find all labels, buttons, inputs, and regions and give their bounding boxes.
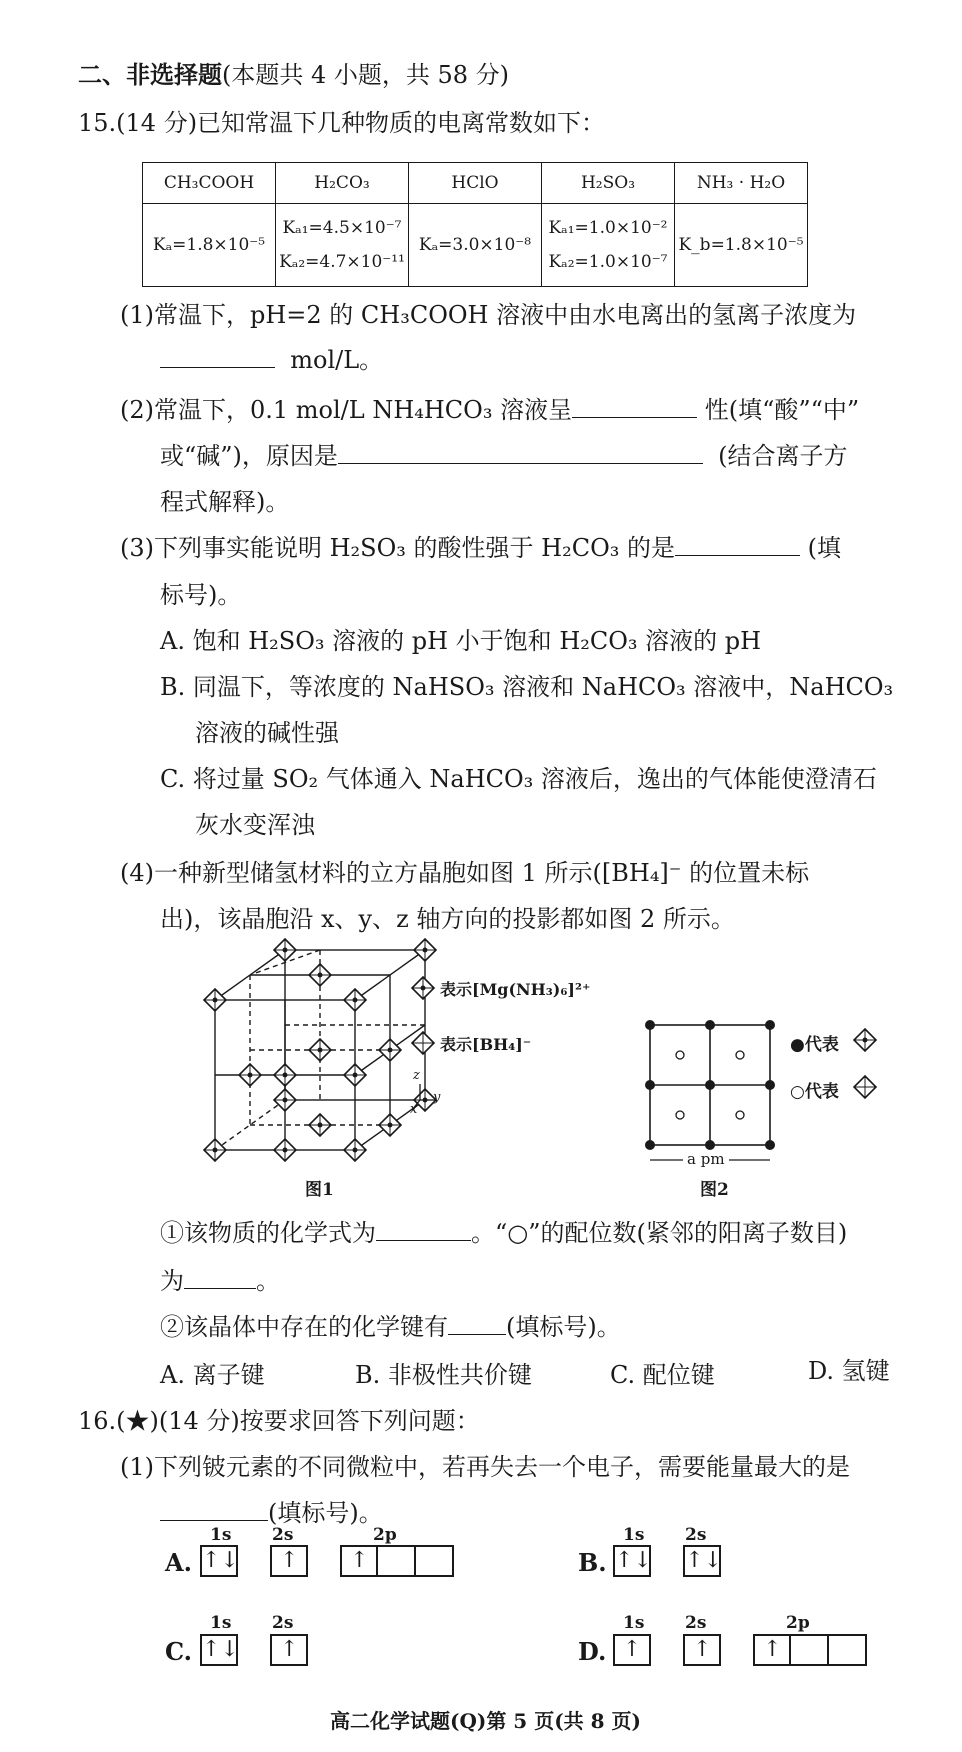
q15-part2-line3: 程式解释)。 bbox=[160, 488, 290, 516]
q15-part2-line1 bbox=[120, 395, 859, 425]
orbital-box: ↑ bbox=[613, 1634, 651, 1666]
orbital-option-c-label: C. bbox=[165, 1637, 193, 1666]
orbital-label-2s: 2s bbox=[685, 1525, 707, 1545]
orbital-option-b bbox=[613, 1545, 721, 1577]
constant-value: Kₐ₂=1.0×10⁻⁷ bbox=[548, 252, 668, 272]
orbital-box bbox=[416, 1545, 454, 1577]
orbital-label-2s: 2s bbox=[272, 1525, 294, 1545]
answer-blank[interactable] bbox=[160, 1498, 268, 1521]
option-c-line2: 灰水变浑浊 bbox=[195, 811, 315, 839]
table-value-row bbox=[143, 204, 808, 287]
orbital-label-2p: 2p bbox=[373, 1525, 397, 1545]
q15-part2-reason: 或“碱”)，原因是 bbox=[160, 442, 338, 470]
axis-x-label: x bbox=[410, 1102, 418, 1117]
option-b-line2: 溶液的碱性强 bbox=[195, 719, 339, 747]
table-cell bbox=[675, 204, 808, 287]
orbital-box bbox=[829, 1634, 867, 1666]
table-cell bbox=[276, 204, 409, 287]
q15-part4-line1: (4)一种新型储氢材料的立方晶胞如图 1 所示([BH₄]⁻ 的位置未标 bbox=[120, 859, 810, 887]
subq1-text4: 。 bbox=[256, 1267, 280, 1295]
figure1-caption: 图1 bbox=[305, 1180, 334, 1200]
option-a: A. 饱和 H₂SO₃ 溶液的 pH 小于饱和 H₂CO₃ 溶液的 pH bbox=[160, 627, 762, 655]
table-header-cell: HClO bbox=[409, 163, 542, 204]
answer-blank[interactable] bbox=[675, 533, 800, 556]
q15-part2-text: (2)常温下，0.1 mol/L NH₄HCO₃ 溶液呈 bbox=[120, 396, 573, 424]
subq1-text3: 为 bbox=[160, 1267, 184, 1295]
orbital-box: ↑↓ bbox=[683, 1545, 721, 1577]
q15-part2-line2 bbox=[160, 441, 848, 471]
fig2-legend-filled: ●代表 bbox=[790, 1035, 839, 1055]
q15-part3-line1 bbox=[120, 533, 841, 563]
q15-stem: 15.(14 分)已知常温下几种物质的电离常数如下： bbox=[78, 109, 606, 137]
bond-option-a: A. 离子键 bbox=[160, 1361, 265, 1389]
orbital-label-2s: 2s bbox=[272, 1613, 294, 1633]
table-header-cell: H₂SO₃ bbox=[542, 163, 675, 204]
legend-mg-icon bbox=[410, 975, 436, 1001]
table-header-cell: H₂CO₃ bbox=[276, 163, 409, 204]
constant-value: Kₐ=1.8×10⁻⁵ bbox=[152, 235, 266, 255]
answer-blank[interactable] bbox=[572, 395, 697, 418]
legend-mg-text: 表示[Mg(NH₃)₆]²⁺ bbox=[440, 980, 591, 999]
q15-part1-answer bbox=[160, 345, 383, 375]
fig2-legend-open: ○代表 bbox=[790, 1082, 839, 1102]
orbital-option-d bbox=[613, 1634, 867, 1666]
constant-value: Kₐ₁=1.0×10⁻² bbox=[548, 218, 668, 238]
section-title: 二、非选择题 bbox=[78, 60, 222, 89]
legend-bh4-text: 表示[BH₄]⁻ bbox=[440, 1035, 532, 1054]
orbital-box bbox=[791, 1634, 829, 1666]
orbital-option-a bbox=[200, 1545, 454, 1577]
section-heading bbox=[78, 60, 509, 90]
orbital-box: ↑ bbox=[340, 1545, 378, 1577]
orbital-box: ↑ bbox=[753, 1634, 791, 1666]
subq2-text2: (填标号)。 bbox=[506, 1313, 621, 1341]
table-header-cell: CH₃COOH bbox=[143, 163, 276, 204]
figure2-projection bbox=[640, 1015, 780, 1165]
axis-z-label: z bbox=[413, 1068, 420, 1083]
subq1-line1 bbox=[160, 1218, 847, 1248]
figure2-caption: 图2 bbox=[700, 1180, 729, 1200]
fig2-legend-open-icon bbox=[852, 1074, 878, 1100]
subq1-text: ①该物质的化学式为 bbox=[160, 1219, 376, 1247]
q15-part1: (1)常温下，pH=2 的 CH₃COOH 溶液中由水电离出的氢离子浓度为 bbox=[120, 301, 857, 329]
subq2-text: ②该晶体中存在的化学键有 bbox=[160, 1313, 448, 1341]
q16-part1-hint: (填标号)。 bbox=[268, 1499, 383, 1527]
figure2-dimension: a pm bbox=[683, 1150, 729, 1168]
orbital-label-1s: 1s bbox=[623, 1613, 645, 1633]
fig2-legend-filled-icon bbox=[852, 1027, 878, 1053]
unit-text: mol/L。 bbox=[290, 346, 384, 374]
constant-value: Kₐ=3.0×10⁻⁸ bbox=[418, 235, 532, 255]
table-header-row bbox=[143, 163, 808, 204]
orbital-label-2s: 2s bbox=[685, 1613, 707, 1633]
q16-part1-line2 bbox=[160, 1498, 383, 1528]
orbital-label-1s: 1s bbox=[623, 1525, 645, 1545]
q15-part4-line2: 出)，该晶胞沿 x、y、z 轴方向的投影都如图 2 所示。 bbox=[160, 905, 735, 933]
orbital-box: ↑ bbox=[270, 1545, 308, 1577]
bond-option-b: B. 非极性共价键 bbox=[355, 1361, 532, 1389]
answer-blank[interactable] bbox=[160, 345, 275, 368]
q15-part3-text: (3)下列事实能说明 H₂SO₃ 的酸性强于 H₂CO₃ 的是 bbox=[120, 534, 676, 562]
answer-blank[interactable] bbox=[376, 1218, 471, 1241]
orbital-box: ↑↓ bbox=[613, 1545, 651, 1577]
q16-part1-line1: (1)下列铍元素的不同微粒中，若再失去一个电子，需要能量最大的是 bbox=[120, 1453, 850, 1481]
q15-part2-hint2: (结合离子方 bbox=[718, 442, 848, 470]
answer-blank[interactable] bbox=[338, 441, 703, 464]
orbital-label-2p: 2p bbox=[786, 1613, 810, 1633]
table-cell bbox=[542, 204, 675, 287]
q16-stem: 16.(★)(14 分)按要求回答下列问题： bbox=[78, 1407, 480, 1435]
table-cell bbox=[143, 204, 276, 287]
orbital-box bbox=[378, 1545, 416, 1577]
answer-blank[interactable] bbox=[448, 1312, 506, 1335]
axis-y-label: y bbox=[433, 1090, 441, 1105]
answer-blank[interactable] bbox=[184, 1266, 256, 1289]
q15-part2-hint: 性(填“酸”“中” bbox=[704, 396, 860, 424]
ionization-constant-table bbox=[142, 162, 808, 287]
subq2-line bbox=[160, 1312, 621, 1342]
orbital-option-b-label: B. bbox=[578, 1548, 607, 1577]
orbital-box: ↑ bbox=[683, 1634, 721, 1666]
table-header-cell: NH₃ · H₂O bbox=[675, 163, 808, 204]
bond-option-d: D. 氢键 bbox=[808, 1357, 890, 1385]
section-note: (本题共 4 小题，共 58 分) bbox=[222, 61, 510, 89]
orbital-box: ↑↓ bbox=[200, 1545, 238, 1577]
subq1-text2: 。“○”的配位数(紧邻的阳离子数目) bbox=[471, 1219, 848, 1247]
orbital-box: ↑↓ bbox=[200, 1634, 238, 1666]
orbital-label-1s: 1s bbox=[210, 1613, 232, 1633]
orbital-option-c bbox=[200, 1634, 308, 1666]
constant-value: Kₐ₂=4.7×10⁻¹¹ bbox=[279, 252, 405, 272]
q15-part3-hint: (填 bbox=[807, 534, 842, 562]
subq1-line2 bbox=[160, 1266, 280, 1296]
option-c-line1: C. 将过量 SO₂ 气体通入 NaHCO₃ 溶液后，逸出的气体能使澄清石 bbox=[160, 765, 877, 793]
orbital-option-a-label: A. bbox=[165, 1548, 192, 1577]
page-footer: 高二化学试题(Q)第 5 页(共 8 页) bbox=[330, 1709, 641, 1733]
orbital-box: ↑ bbox=[270, 1634, 308, 1666]
constant-value: K_b=1.8×10⁻⁵ bbox=[678, 235, 804, 255]
orbital-option-d-label: D. bbox=[578, 1637, 607, 1666]
bond-option-c: C. 配位键 bbox=[610, 1361, 715, 1389]
table-cell bbox=[409, 204, 542, 287]
legend-bh4-icon bbox=[410, 1030, 436, 1056]
mg-complex-ions bbox=[204, 939, 436, 1161]
option-b-line1: B. 同温下，等浓度的 NaHSO₃ 溶液和 NaHCO₃ 溶液中，NaHCO₃ bbox=[160, 673, 894, 701]
orbital-label-1s: 1s bbox=[210, 1525, 232, 1545]
constant-value: Kₐ₁=4.5×10⁻⁷ bbox=[282, 218, 402, 238]
q15-part3-line2: 标号)。 bbox=[160, 581, 242, 609]
